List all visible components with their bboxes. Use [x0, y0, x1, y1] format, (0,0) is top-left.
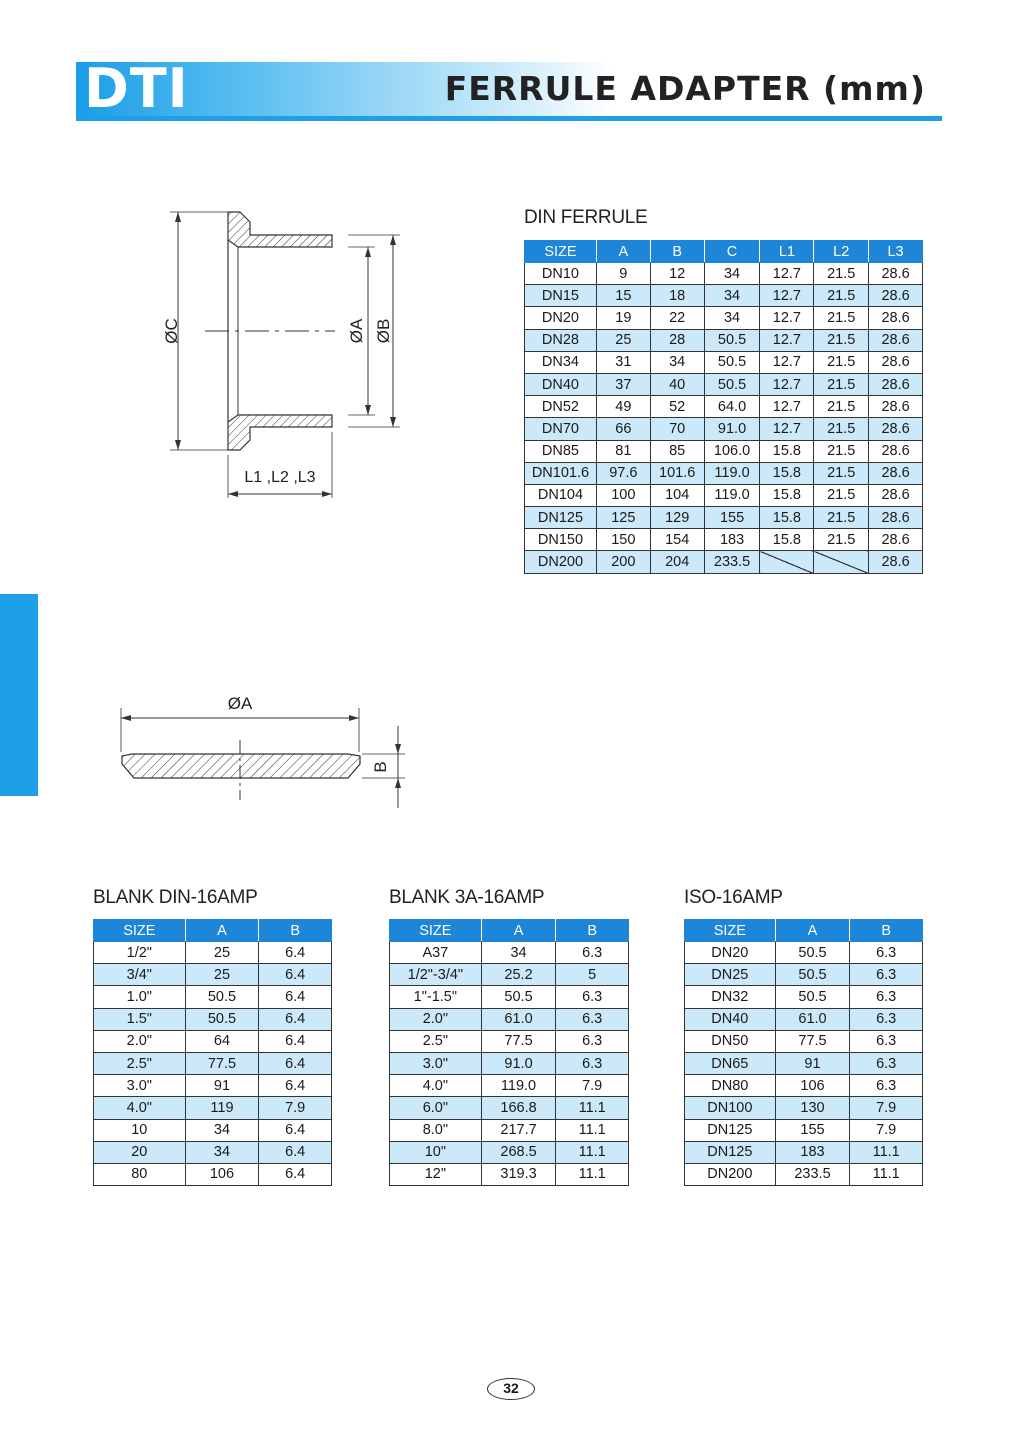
table-cell: 15.8 — [760, 462, 814, 484]
table-cell: 12.7 — [760, 329, 814, 351]
table-cell: 6.3 — [556, 1052, 629, 1074]
ferrule-bottom-wall — [228, 415, 332, 450]
table-cell: 64.0 — [704, 396, 760, 418]
table-cell: 28.6 — [869, 507, 923, 529]
label-blank-dia-a: ØA — [227, 694, 253, 713]
table-cell: 6.4 — [259, 1141, 332, 1163]
table-cell: DN125 — [685, 1141, 776, 1163]
table-cell: 6.3 — [556, 986, 629, 1008]
table-cell: 2.5" — [390, 1030, 482, 1052]
table-cell: 21.5 — [814, 418, 869, 440]
table-cell: 28.6 — [869, 529, 923, 551]
table-row — [685, 1052, 923, 1074]
table-cell: 28.6 — [869, 440, 923, 462]
table-cell: 6.4 — [259, 986, 332, 1008]
table-cell: 7.9 — [556, 1075, 629, 1097]
table-cell: 50.5 — [704, 329, 760, 351]
table-cell: 25 — [596, 329, 650, 351]
empty-diagonal-cell — [814, 551, 869, 573]
table-cell: 21.5 — [814, 329, 869, 351]
table-row — [94, 1075, 332, 1097]
table-cell: 183 — [775, 1141, 850, 1163]
table-cell: 12.7 — [760, 418, 814, 440]
table-cell: 12.7 — [760, 396, 814, 418]
table-cell: 106 — [775, 1075, 850, 1097]
table-row — [685, 1008, 923, 1030]
table-row — [525, 351, 923, 373]
blank-3a-title: BLANK 3A-16AMP — [389, 887, 545, 908]
table-cell: 6.4 — [259, 1052, 332, 1074]
column-header: A — [775, 920, 850, 942]
table-cell: 34 — [481, 942, 556, 964]
table-row — [94, 1141, 332, 1163]
blank-din-table — [93, 919, 332, 1186]
table-row — [685, 1163, 923, 1185]
table-cell: 25.2 — [481, 964, 556, 986]
table-cell: DN28 — [525, 329, 597, 351]
label-dia-a: ØA — [347, 318, 366, 344]
table-cell: DN104 — [525, 484, 597, 506]
column-header: B — [556, 920, 629, 942]
table-cell: 77.5 — [185, 1052, 259, 1074]
table-row — [685, 986, 923, 1008]
table-header-row — [390, 920, 629, 942]
table-row — [94, 964, 332, 986]
table-cell: 25 — [185, 942, 259, 964]
label-blank-b: B — [371, 761, 390, 773]
table-cell: 104 — [650, 484, 704, 506]
table-cell: 1.0" — [94, 986, 186, 1008]
empty-diagonal-cell — [760, 551, 814, 573]
table-cell: 28.6 — [869, 484, 923, 506]
table-cell: 21.5 — [814, 263, 869, 285]
table-cell: 34 — [185, 1141, 259, 1163]
table-cell: 11.1 — [556, 1097, 629, 1119]
table-cell: DN101.6 — [525, 462, 597, 484]
table-cell: 97.6 — [596, 462, 650, 484]
table-cell: 28.6 — [869, 329, 923, 351]
table-cell: DN32 — [685, 986, 776, 1008]
table-row — [685, 1119, 923, 1141]
table-cell: 81 — [596, 440, 650, 462]
table-cell: 52 — [650, 396, 704, 418]
table-cell: 9 — [596, 263, 650, 285]
table-cell: 125 — [596, 507, 650, 529]
table-row — [390, 1163, 629, 1185]
table-cell: 64 — [185, 1030, 259, 1052]
table-cell: 11.1 — [556, 1119, 629, 1141]
table-cell: 50.5 — [775, 942, 850, 964]
table-cell: 4.0" — [94, 1097, 186, 1119]
table-cell: 28.6 — [869, 396, 923, 418]
table-cell: 40 — [650, 373, 704, 395]
table-cell: DN40 — [525, 373, 597, 395]
table-cell: 21.5 — [814, 462, 869, 484]
label-length: L1 ,L2 ,L3 — [244, 469, 316, 486]
table-cell: 12.7 — [760, 285, 814, 307]
table-cell: 85 — [650, 440, 704, 462]
table-cell: 154 — [650, 529, 704, 551]
table-cell: 2.0" — [94, 1030, 186, 1052]
brand-logo: DTI — [84, 57, 189, 120]
header-rule — [76, 116, 942, 121]
column-header: SIZE — [390, 920, 482, 942]
table-cell: 11.1 — [556, 1141, 629, 1163]
iso-title: ISO-16AMP — [684, 887, 783, 908]
table-header-row — [525, 241, 923, 263]
blank-cap-drawing — [110, 690, 410, 810]
table-cell: 8.0" — [390, 1119, 482, 1141]
table-cell: 6.3 — [850, 986, 923, 1008]
table-cell: 7.9 — [259, 1097, 332, 1119]
table-row — [390, 942, 629, 964]
table-cell: 6.4 — [259, 1008, 332, 1030]
table-cell: 11.1 — [556, 1163, 629, 1185]
table-cell: 21.5 — [814, 507, 869, 529]
table-cell: 150 — [596, 529, 650, 551]
table-row — [685, 1075, 923, 1097]
table-cell: 10" — [390, 1141, 482, 1163]
table-cell: 50.5 — [185, 986, 259, 1008]
table-cell: DN85 — [525, 440, 597, 462]
table-cell: 28.6 — [869, 551, 923, 573]
column-header: SIZE — [685, 920, 776, 942]
table-cell: 34 — [650, 351, 704, 373]
column-header: C — [704, 241, 760, 263]
table-cell: 319.3 — [481, 1163, 556, 1185]
table-cell: 6.4 — [259, 964, 332, 986]
table-cell: 6.3 — [850, 942, 923, 964]
table-cell: A37 — [390, 942, 482, 964]
table-cell: 61.0 — [481, 1008, 556, 1030]
label-dia-b: ØB — [374, 318, 393, 344]
column-header: A — [185, 920, 259, 942]
table-cell: 11.1 — [850, 1141, 923, 1163]
table-cell: 28.6 — [869, 418, 923, 440]
table-header-row — [94, 920, 332, 942]
table-cell: 6.3 — [850, 1052, 923, 1074]
table-row — [525, 285, 923, 307]
table-cell: 91.0 — [481, 1052, 556, 1074]
table-cell: 34 — [704, 307, 760, 329]
table-row — [685, 1097, 923, 1119]
table-cell: 34 — [185, 1119, 259, 1141]
table-cell: DN80 — [685, 1075, 776, 1097]
table-cell: 100 — [596, 484, 650, 506]
table-cell: 12 — [650, 263, 704, 285]
table-cell: 28.6 — [869, 462, 923, 484]
table-cell: 155 — [775, 1119, 850, 1141]
table-cell: 37 — [596, 373, 650, 395]
table-cell: 70 — [650, 418, 704, 440]
table-cell: 3/4" — [94, 964, 186, 986]
table-cell: 233.5 — [775, 1163, 850, 1185]
table-cell: 28 — [650, 329, 704, 351]
table-cell: 21.5 — [814, 396, 869, 418]
table-cell: 15 — [596, 285, 650, 307]
table-cell: 77.5 — [481, 1030, 556, 1052]
table-row — [94, 1163, 332, 1185]
table-cell: 50.5 — [481, 986, 556, 1008]
blank-3a-table — [389, 919, 629, 1186]
table-cell: 77.5 — [775, 1030, 850, 1052]
table-cell: 91.0 — [704, 418, 760, 440]
column-header: B — [259, 920, 332, 942]
table-cell: DN70 — [525, 418, 597, 440]
column-header: L2 — [814, 241, 869, 263]
table-cell: DN10 — [525, 263, 597, 285]
column-header: L3 — [869, 241, 923, 263]
table-cell: 204 — [650, 551, 704, 573]
table-cell: 217.7 — [481, 1119, 556, 1141]
table-row — [94, 1008, 332, 1030]
table-cell: 22 — [650, 307, 704, 329]
table-header-row — [685, 920, 923, 942]
table-cell: 34 — [704, 263, 760, 285]
table-cell: 4.0" — [390, 1075, 482, 1097]
table-cell: DN125 — [685, 1119, 776, 1141]
page-title: FERRULE ADAPTER (mm) — [444, 69, 926, 108]
table-cell: 155 — [704, 507, 760, 529]
table-cell: 19 — [596, 307, 650, 329]
table-row — [525, 551, 923, 573]
table-row — [525, 462, 923, 484]
table-cell: 233.5 — [704, 551, 760, 573]
table-row — [390, 1119, 629, 1141]
table-cell: 6.4 — [259, 1030, 332, 1052]
column-header: A — [596, 241, 650, 263]
label-dia-c: ØC — [162, 318, 181, 344]
table-cell: 50.5 — [775, 986, 850, 1008]
table-cell: 166.8 — [481, 1097, 556, 1119]
table-cell: 21.5 — [814, 440, 869, 462]
table-cell: 1.5" — [94, 1008, 186, 1030]
table-cell: 66 — [596, 418, 650, 440]
iso-table — [684, 919, 923, 1186]
table-cell: 91 — [775, 1052, 850, 1074]
table-row — [525, 440, 923, 462]
table-row — [685, 942, 923, 964]
table-cell: 6.3 — [850, 1008, 923, 1030]
table-cell: 119 — [185, 1097, 259, 1119]
table-cell: 12.7 — [760, 373, 814, 395]
column-header: B — [650, 241, 704, 263]
table-row — [94, 1119, 332, 1141]
table-cell: 28.6 — [869, 285, 923, 307]
table-cell: DN20 — [685, 942, 776, 964]
table-cell: 28.6 — [869, 307, 923, 329]
table-row — [525, 263, 923, 285]
table-cell: DN200 — [525, 551, 597, 573]
table-cell: 129 — [650, 507, 704, 529]
table-cell: DN34 — [525, 351, 597, 373]
table-cell: 15.8 — [760, 529, 814, 551]
table-cell: 50.5 — [775, 964, 850, 986]
table-row — [94, 986, 332, 1008]
table-cell: 6.3 — [850, 1030, 923, 1052]
table-cell: 10 — [94, 1119, 186, 1141]
table-cell: 15.8 — [760, 484, 814, 506]
table-row — [390, 1097, 629, 1119]
table-cell: 28.6 — [869, 373, 923, 395]
table-cell: 1"-1.5" — [390, 986, 482, 1008]
table-cell: 12.7 — [760, 307, 814, 329]
table-row — [390, 986, 629, 1008]
table-cell: 3.0" — [390, 1052, 482, 1074]
table-cell: DN100 — [685, 1097, 776, 1119]
table-cell: 21.5 — [814, 285, 869, 307]
table-cell: 6.4 — [259, 942, 332, 964]
table-cell: 2.5" — [94, 1052, 186, 1074]
table-cell: 34 — [704, 285, 760, 307]
table-row — [94, 1052, 332, 1074]
ferrule-section-drawing — [150, 200, 410, 510]
table-cell: DN52 — [525, 396, 597, 418]
table-cell: 6.4 — [259, 1075, 332, 1097]
table-cell: 61.0 — [775, 1008, 850, 1030]
table-cell: 25 — [185, 964, 259, 986]
column-header: SIZE — [525, 241, 597, 263]
din-ferrule-title: DIN FERRULE — [524, 207, 648, 228]
blank-din-title: BLANK DIN-16AMP — [93, 887, 258, 908]
column-header: SIZE — [94, 920, 186, 942]
table-cell: 18 — [650, 285, 704, 307]
table-row — [525, 529, 923, 551]
table-cell: 28.6 — [869, 351, 923, 373]
table-cell: 15.8 — [760, 440, 814, 462]
table-row — [525, 507, 923, 529]
table-cell: 6.3 — [556, 942, 629, 964]
table-cell: 106.0 — [704, 440, 760, 462]
table-cell: 12.7 — [760, 263, 814, 285]
table-cell: 80 — [94, 1163, 186, 1185]
blank-cap-body — [122, 754, 360, 778]
table-cell: 6.4 — [259, 1163, 332, 1185]
table-cell: DN150 — [525, 529, 597, 551]
table-cell: 50.5 — [704, 373, 760, 395]
table-row — [94, 1097, 332, 1119]
table-cell: 1/2"-3/4" — [390, 964, 482, 986]
table-row — [685, 964, 923, 986]
table-cell: 50.5 — [185, 1008, 259, 1030]
table-row — [685, 1030, 923, 1052]
table-cell: 119.0 — [704, 484, 760, 506]
table-cell: DN15 — [525, 285, 597, 307]
table-cell: 12" — [390, 1163, 482, 1185]
table-cell: DN20 — [525, 307, 597, 329]
table-cell: 15.8 — [760, 507, 814, 529]
table-cell: 130 — [775, 1097, 850, 1119]
din-ferrule-table — [524, 240, 923, 574]
table-cell: 5 — [556, 964, 629, 986]
table-cell: 21.5 — [814, 307, 869, 329]
table-cell: 2.0" — [390, 1008, 482, 1030]
table-row — [390, 1030, 629, 1052]
side-tab-marker — [0, 594, 38, 796]
table-cell: 7.9 — [850, 1119, 923, 1141]
table-cell: 119.0 — [704, 462, 760, 484]
table-cell: 11.1 — [850, 1163, 923, 1185]
table-cell: DN40 — [685, 1008, 776, 1030]
table-cell: 6.3 — [556, 1030, 629, 1052]
table-row — [94, 1030, 332, 1052]
table-cell: 101.6 — [650, 462, 704, 484]
table-cell: 6.3 — [850, 1075, 923, 1097]
table-row — [390, 1141, 629, 1163]
table-cell: DN200 — [685, 1163, 776, 1185]
table-cell: DN65 — [685, 1052, 776, 1074]
table-row — [390, 1008, 629, 1030]
table-cell: DN25 — [685, 964, 776, 986]
ferrule-top-wall — [228, 212, 332, 247]
page-number: 32 — [487, 1378, 535, 1400]
table-cell: 3.0" — [94, 1075, 186, 1097]
table-row — [390, 1075, 629, 1097]
table-row — [525, 418, 923, 440]
table-cell: 21.5 — [814, 373, 869, 395]
table-cell: 12.7 — [760, 351, 814, 373]
table-cell: 49 — [596, 396, 650, 418]
table-cell: 183 — [704, 529, 760, 551]
column-header: L1 — [760, 241, 814, 263]
table-cell: DN125 — [525, 507, 597, 529]
table-cell: 6.4 — [259, 1119, 332, 1141]
table-cell: 119.0 — [481, 1075, 556, 1097]
table-cell: 6.3 — [556, 1008, 629, 1030]
table-cell: 200 — [596, 551, 650, 573]
table-cell: 21.5 — [814, 351, 869, 373]
table-row — [525, 484, 923, 506]
table-row — [390, 964, 629, 986]
table-cell: 91 — [185, 1075, 259, 1097]
table-cell: DN50 — [685, 1030, 776, 1052]
table-cell: 6.3 — [850, 964, 923, 986]
table-cell: 31 — [596, 351, 650, 373]
table-row — [525, 373, 923, 395]
table-cell: 268.5 — [481, 1141, 556, 1163]
table-cell: 21.5 — [814, 484, 869, 506]
table-row — [525, 329, 923, 351]
table-cell: 50.5 — [704, 351, 760, 373]
table-cell: 1/2" — [94, 942, 186, 964]
table-cell: 7.9 — [850, 1097, 923, 1119]
table-cell: 21.5 — [814, 529, 869, 551]
table-row — [685, 1141, 923, 1163]
column-header: A — [481, 920, 556, 942]
table-cell: 28.6 — [869, 263, 923, 285]
table-cell: 6.0" — [390, 1097, 482, 1119]
table-row — [525, 307, 923, 329]
table-cell: 106 — [185, 1163, 259, 1185]
table-row — [390, 1052, 629, 1074]
table-row — [525, 396, 923, 418]
table-row — [94, 942, 332, 964]
column-header: B — [850, 920, 923, 942]
table-cell: 20 — [94, 1141, 186, 1163]
